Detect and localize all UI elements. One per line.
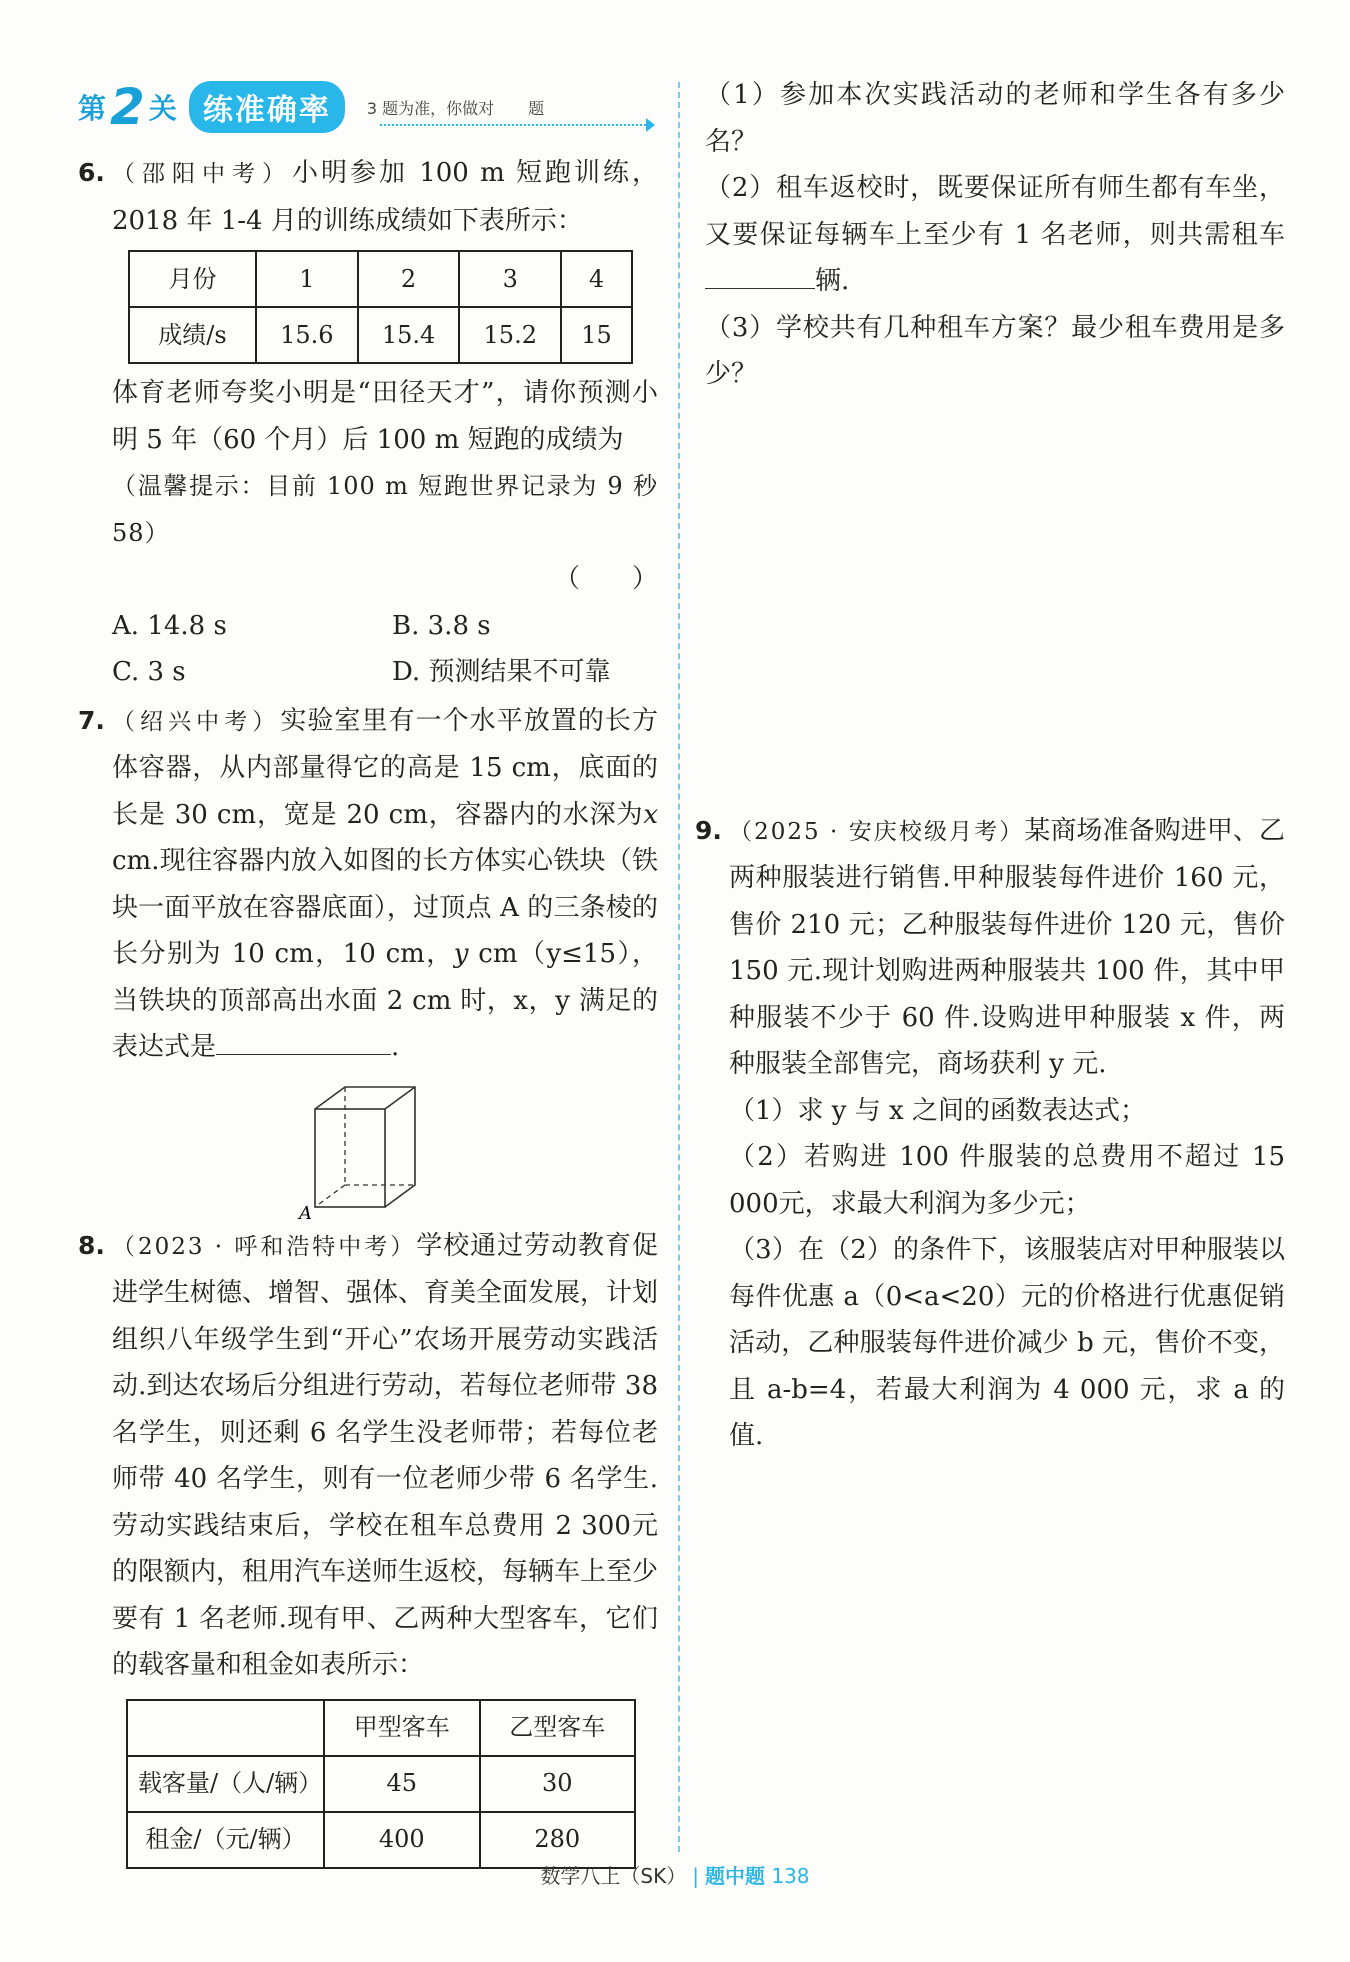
- cuboid-diagram: [297, 1079, 447, 1219]
- q9-text: 某商场准备购进甲、乙两种服装进行销售.甲种服装每件进价 160 元，售价 210 元；乙种服装每件进价 120 元，售价 150 元.现计划购进两种服装共 100 件，其中甲种服装不少于 60 件.设购进甲种服装 x 件，两种服装全部售完，商场获利 y 元.: [729, 815, 1285, 1079]
- q8-sub-2: [705, 165, 1285, 305]
- q6-stem-text: 小明参加 100 m 短跑训练，2018 年 1-4 月的训练成绩如下表所示：: [112, 158, 659, 236]
- table-cell: 乙型客车: [480, 1700, 636, 1756]
- q7-text-c: cm（y≤15），当铁块的顶部高出水面 2 cm 时，x，y 满足的表达式是: [112, 939, 658, 1062]
- q6-stem-2: 体育老师夸奖小明是“田径天才”，请你预测小明 5 年（60 个月）后 100 m 短跑的成绩为: [112, 378, 658, 455]
- page-number: 138: [771, 1864, 810, 1888]
- q7-var-y: y: [453, 939, 469, 969]
- table-row: [127, 1756, 635, 1812]
- header-dotted-line: [380, 124, 650, 126]
- q8-sub-1: （1）参加本次实践活动的老师和学生各有多少名？: [705, 80, 1285, 157]
- option-c[interactable]: C. 3 s: [112, 657, 186, 687]
- header-title-pill: 练准确率: [189, 81, 345, 133]
- option-b[interactable]: B. 3.8 s: [392, 610, 491, 641]
- q6-score-table: [128, 250, 633, 364]
- vertex-a-label: A: [299, 1202, 312, 1219]
- q9-source: （2025 · 安庆校级月考）: [729, 818, 1025, 845]
- q9-sub-1: （1）求 y 与 x 之间的函数表达式；: [729, 1095, 1146, 1126]
- option-a[interactable]: A. 14.8 s: [112, 610, 227, 641]
- question-7: [78, 698, 658, 1219]
- hidden-edge-depth: [315, 1185, 345, 1207]
- table-cell: 租金/（元/辆）: [127, 1812, 324, 1868]
- question-number: 8.: [78, 1230, 105, 1260]
- table-cell: 30: [480, 1756, 636, 1812]
- q6-answer-paren[interactable]: （ ）: [553, 564, 658, 594]
- table-cell: 甲型客车: [324, 1700, 480, 1756]
- q7-text-a: 实验室里有一个水平放置的长方体容器，从内部量得它的高是 15 cm，底面的长是 30 cm，宽是 20 cm，容器内的水深为: [112, 705, 658, 830]
- q8-bus-table: [126, 1699, 636, 1869]
- question-number: 9.: [695, 815, 722, 845]
- table-cell: 3: [459, 251, 561, 307]
- table-cell: 1: [256, 251, 358, 307]
- table-row: [127, 1700, 635, 1756]
- q8-sub-2-text: （2）租车返校时，既要保证所有师生都有车坐，又要保证每辆车上至少有 1 名老师，则共需租车: [705, 173, 1285, 250]
- header-di: 第: [78, 92, 107, 125]
- q8-continued: [705, 72, 1285, 398]
- question-9: [695, 808, 1285, 1460]
- q6-options: [112, 603, 658, 696]
- q9-sub-2: （2）若购进 100 件服装的总费用不超过 15 000元，求最大利润为多少元；: [729, 1142, 1285, 1219]
- header-level-number: 2: [110, 78, 145, 136]
- question-number: 7.: [78, 705, 105, 735]
- q8-stem: [112, 1223, 658, 1689]
- table-cell: 45: [324, 1756, 480, 1812]
- q7-var-x: x: [643, 799, 658, 830]
- q8-source: （2023 · 呼和浩特中考）: [112, 1233, 417, 1260]
- q7-end: .: [391, 1032, 400, 1062]
- table-cell: 月份: [129, 251, 256, 307]
- table-cell: 4: [561, 251, 632, 307]
- q7-answer-blank[interactable]: [216, 1054, 391, 1055]
- answer-space[interactable]: [705, 398, 1285, 808]
- question-8: [78, 1223, 658, 1869]
- cuboid-back-edges: [315, 1087, 415, 1207]
- table-cell: 280: [480, 1812, 636, 1868]
- q6-stem: [112, 150, 658, 244]
- header-guan: 关: [148, 92, 177, 125]
- footer-brand: 题中题: [705, 1864, 765, 1888]
- q9-stem: [729, 808, 1285, 1088]
- table-cell: 成绩/s: [129, 307, 256, 363]
- page-footer: [0, 1860, 1350, 1889]
- q9-sub-3: （3）在（2）的条件下，该服装店对甲种服装以每件优惠 a（0<a<20）元的价格进行优惠促销活动，乙种服装每件进价减少 b 元，售价不变，且 a-b=4，若最大利润为 4 000 元，求 a 的值.: [729, 1235, 1285, 1451]
- cuboid-top-edge: [385, 1087, 415, 1109]
- footer-separator: |: [692, 1864, 699, 1888]
- table-cell: 15.6: [256, 307, 358, 363]
- q8-answer-blank[interactable]: [705, 288, 815, 289]
- q7-stem: [112, 698, 658, 1071]
- right-column: [695, 72, 1285, 1460]
- header-score-prompt: [367, 96, 544, 119]
- arrow-right-icon: [646, 118, 655, 132]
- table-row: [129, 307, 632, 363]
- table-cell: [127, 1700, 324, 1756]
- q8-sub-2-end: 辆.: [815, 266, 850, 296]
- table-cell: 15.2: [459, 307, 561, 363]
- question-number: 6.: [78, 158, 105, 187]
- q8-text: 学校通过劳动教育促进学生树德、增智、强体、育美全面发展，计划组织八年级学生到“开心”农场开展劳动实践活动.到达农场后分组进行劳动，若每位老师带 38 名学生，则还剩 6 名学生没老师带；若每位老师带 40 名学生，则有一位老师少带 6 名学生.劳动实践结束后，学校在租车总费用 2 300元的限额内，租用汽车送师生返校，每辆车上至少要有 1 名老师.现有甲、乙两种大型客车，它们的载客量和租金如表所示：: [112, 1230, 659, 1680]
- table-row: [129, 251, 632, 307]
- option-d[interactable]: D. 预测结果不可靠: [392, 657, 611, 687]
- q7-source: （绍兴中考）: [112, 708, 281, 735]
- question-6: [78, 150, 658, 696]
- q6-source: （邵阳中考）: [112, 161, 292, 187]
- q7-cuboid-figure: [297, 1079, 658, 1219]
- q7-text-b: cm.现往容器内放入如图的长方体实心铁块（铁块一面平放在容器底面），过顶点 A 的三条棱的长分别为 10 cm，10 cm，: [112, 846, 658, 969]
- column-divider: [678, 82, 680, 1852]
- score-prompt-right: 题: [528, 98, 545, 118]
- table-cell: 400: [324, 1812, 480, 1868]
- table-cell: 载客量/（人/辆）: [127, 1756, 324, 1812]
- table-cell: 2: [358, 251, 460, 307]
- footer-subject: 数学八上（SK）: [540, 1864, 687, 1888]
- q6-hint: （温馨提示：目前 100 m 短跑世界记录为 9 秒 58）: [112, 472, 658, 547]
- score-prompt-left: 3 题为准，你做对: [366, 98, 495, 118]
- q8-sub-3: （3）学校共有几种租车方案？最少租车费用是多少？: [705, 312, 1285, 389]
- cuboid-front-face: [315, 1109, 385, 1207]
- left-column: [78, 150, 658, 1875]
- table-cell: 15.4: [358, 307, 460, 363]
- table-cell: 15: [561, 307, 632, 363]
